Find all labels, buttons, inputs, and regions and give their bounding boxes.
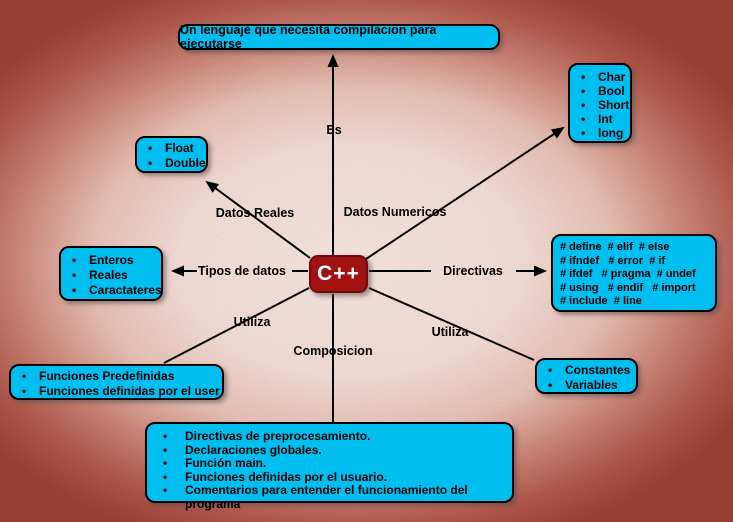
edge-label-directivas: Directivas bbox=[443, 264, 503, 278]
real-types-list bbox=[139, 141, 204, 171]
edge-datos-reales bbox=[207, 182, 310, 258]
directive-line: # using # endif # import bbox=[560, 281, 696, 294]
cpp-label: C++ bbox=[317, 262, 360, 285]
node-definition-text: Un lenguaje que necesita compilacion para ejecutarse bbox=[180, 23, 437, 51]
node-numeric-types bbox=[568, 63, 632, 143]
node-cpp-center bbox=[309, 255, 368, 293]
node-constants bbox=[535, 358, 638, 394]
list-item: • Función main. bbox=[151, 457, 508, 471]
node-directives bbox=[551, 234, 717, 312]
node-composition bbox=[145, 422, 514, 511]
list-item: • Bool bbox=[572, 84, 628, 98]
node-functions bbox=[9, 364, 224, 400]
list-item: • Variables bbox=[539, 378, 634, 393]
list-item: • Funciones definidas por el usuario. bbox=[151, 471, 508, 485]
list-item: • Double bbox=[139, 156, 204, 171]
edge-datos-numericos bbox=[366, 128, 563, 259]
node-definition bbox=[178, 24, 500, 50]
list-item: • Enteros bbox=[63, 253, 159, 268]
edge-label-datos-reales: Datos Reales bbox=[215, 206, 295, 220]
list-item: • Short bbox=[572, 98, 628, 112]
node-real-types bbox=[135, 136, 208, 173]
edge-label-utiliza-left: Utiliza bbox=[233, 315, 271, 329]
directive-line: # ifndef # error # if bbox=[560, 254, 666, 267]
list-item: • Directivas de preprocesamiento. bbox=[151, 430, 508, 444]
edge-label-utiliza-right: Utiliza bbox=[431, 325, 469, 339]
list-item: • Float bbox=[139, 141, 204, 156]
data-types-list bbox=[63, 253, 162, 298]
edge-label-composicion: Composicion bbox=[293, 344, 373, 358]
constants-list bbox=[539, 363, 634, 393]
list-item: • long bbox=[572, 126, 628, 140]
directive-line: # include # line bbox=[560, 295, 642, 307]
numeric-types-list bbox=[572, 70, 628, 140]
list-item: • Caractateres bbox=[63, 283, 159, 298]
edge-label-es: Es bbox=[326, 123, 342, 137]
list-item: • Int bbox=[572, 112, 628, 126]
list-item: • Declaraciones globales. bbox=[151, 444, 508, 458]
edge-label-datos-numericos: Datos Numericos bbox=[343, 205, 447, 219]
directive-line: # ifdef # pragma # undef bbox=[560, 268, 696, 280]
node-data-types bbox=[59, 246, 163, 301]
directive-line: # define # elif # else bbox=[560, 241, 670, 253]
list-item: • Reales bbox=[63, 268, 159, 283]
edge-utiliza-right bbox=[369, 288, 534, 360]
composition-list bbox=[151, 430, 508, 511]
list-item: • Comentarios para entender el funcionamiento del programa bbox=[151, 484, 508, 511]
list-item: • Constantes bbox=[539, 363, 634, 378]
list-item: • Funciones Predefinidas bbox=[13, 369, 220, 384]
edge-label-tipos-de-datos: Tipos de datos bbox=[198, 264, 286, 278]
list-item: • Char bbox=[572, 70, 628, 84]
list-item: • Funciones definidas por el user bbox=[13, 384, 220, 399]
functions-list bbox=[13, 369, 220, 399]
